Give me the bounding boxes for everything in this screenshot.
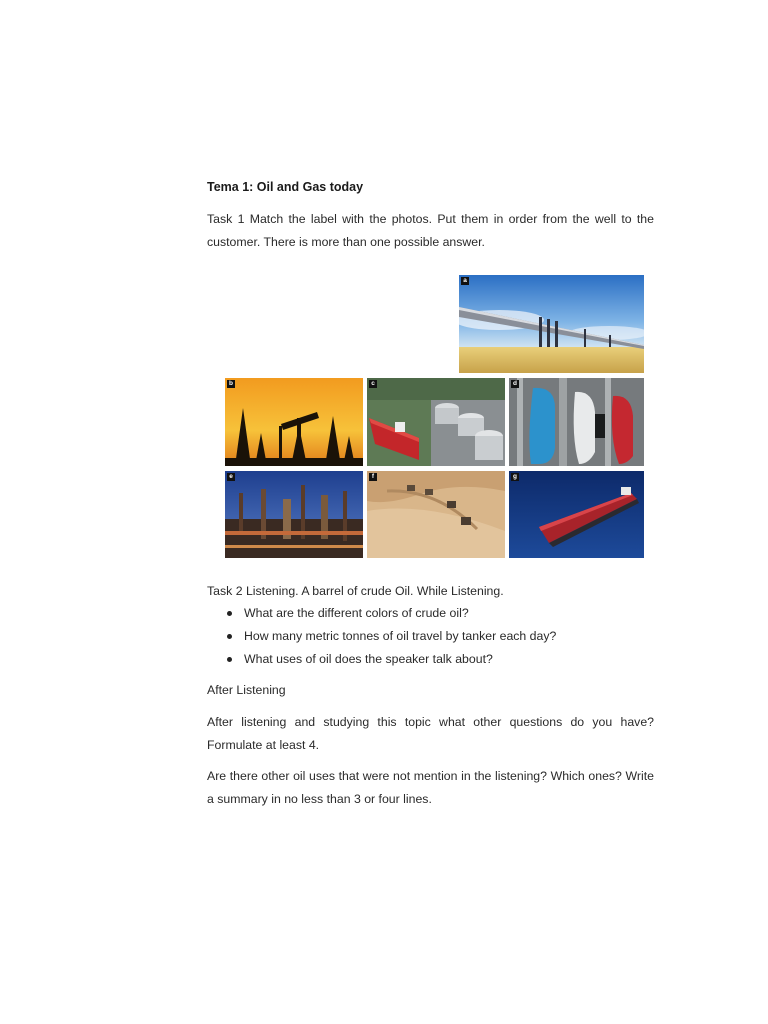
bullet-icon [227,657,232,662]
other-uses-text: Are there other oil uses that were not mention in the listening? Which ones? Write a summary in no less than 3 or four lines. [207,769,654,806]
question-list [207,602,556,671]
photo-tanker-terminal [367,378,505,466]
photo-oil-tanker [509,471,644,558]
photo-refinery [225,471,363,558]
photo-label-g: g [511,473,519,481]
task1-instructions: Task 1 Match the label with the photos. Put them in order from the well to the customer. There is more than one possible answer. [207,212,654,249]
bullet-icon [227,611,232,616]
bullet-icon [227,634,232,639]
photo-label-f: f [369,473,377,481]
after-listening-heading: After Listening [207,683,286,697]
list-item: What are the different colors of crude oil? [207,602,556,625]
photo-fuel-nozzles [509,378,644,466]
list-item: How many metric tonnes of oil travel by tanker each day? [207,625,556,648]
page-title: Tema 1: Oil and Gas today [207,180,364,194]
photo-label-b: b [227,380,235,388]
photo-label-e: e [227,473,235,481]
photo-desert-trucks [367,471,505,558]
photo-label-d: d [511,380,519,388]
photo-label-c: c [369,380,377,388]
photo-pipeline [459,275,644,373]
photo-oil-derricks [225,378,363,466]
task2-heading: Task 2 Listening. A barrel of crude Oil. While Listening. [207,584,504,598]
formulate-questions-text: After listening and studying this topic what other questions do you have? Formulate at least 4. [207,715,654,752]
photo-label-a: a [461,277,469,285]
list-item: What uses of oil does the speaker talk about? [207,648,556,671]
